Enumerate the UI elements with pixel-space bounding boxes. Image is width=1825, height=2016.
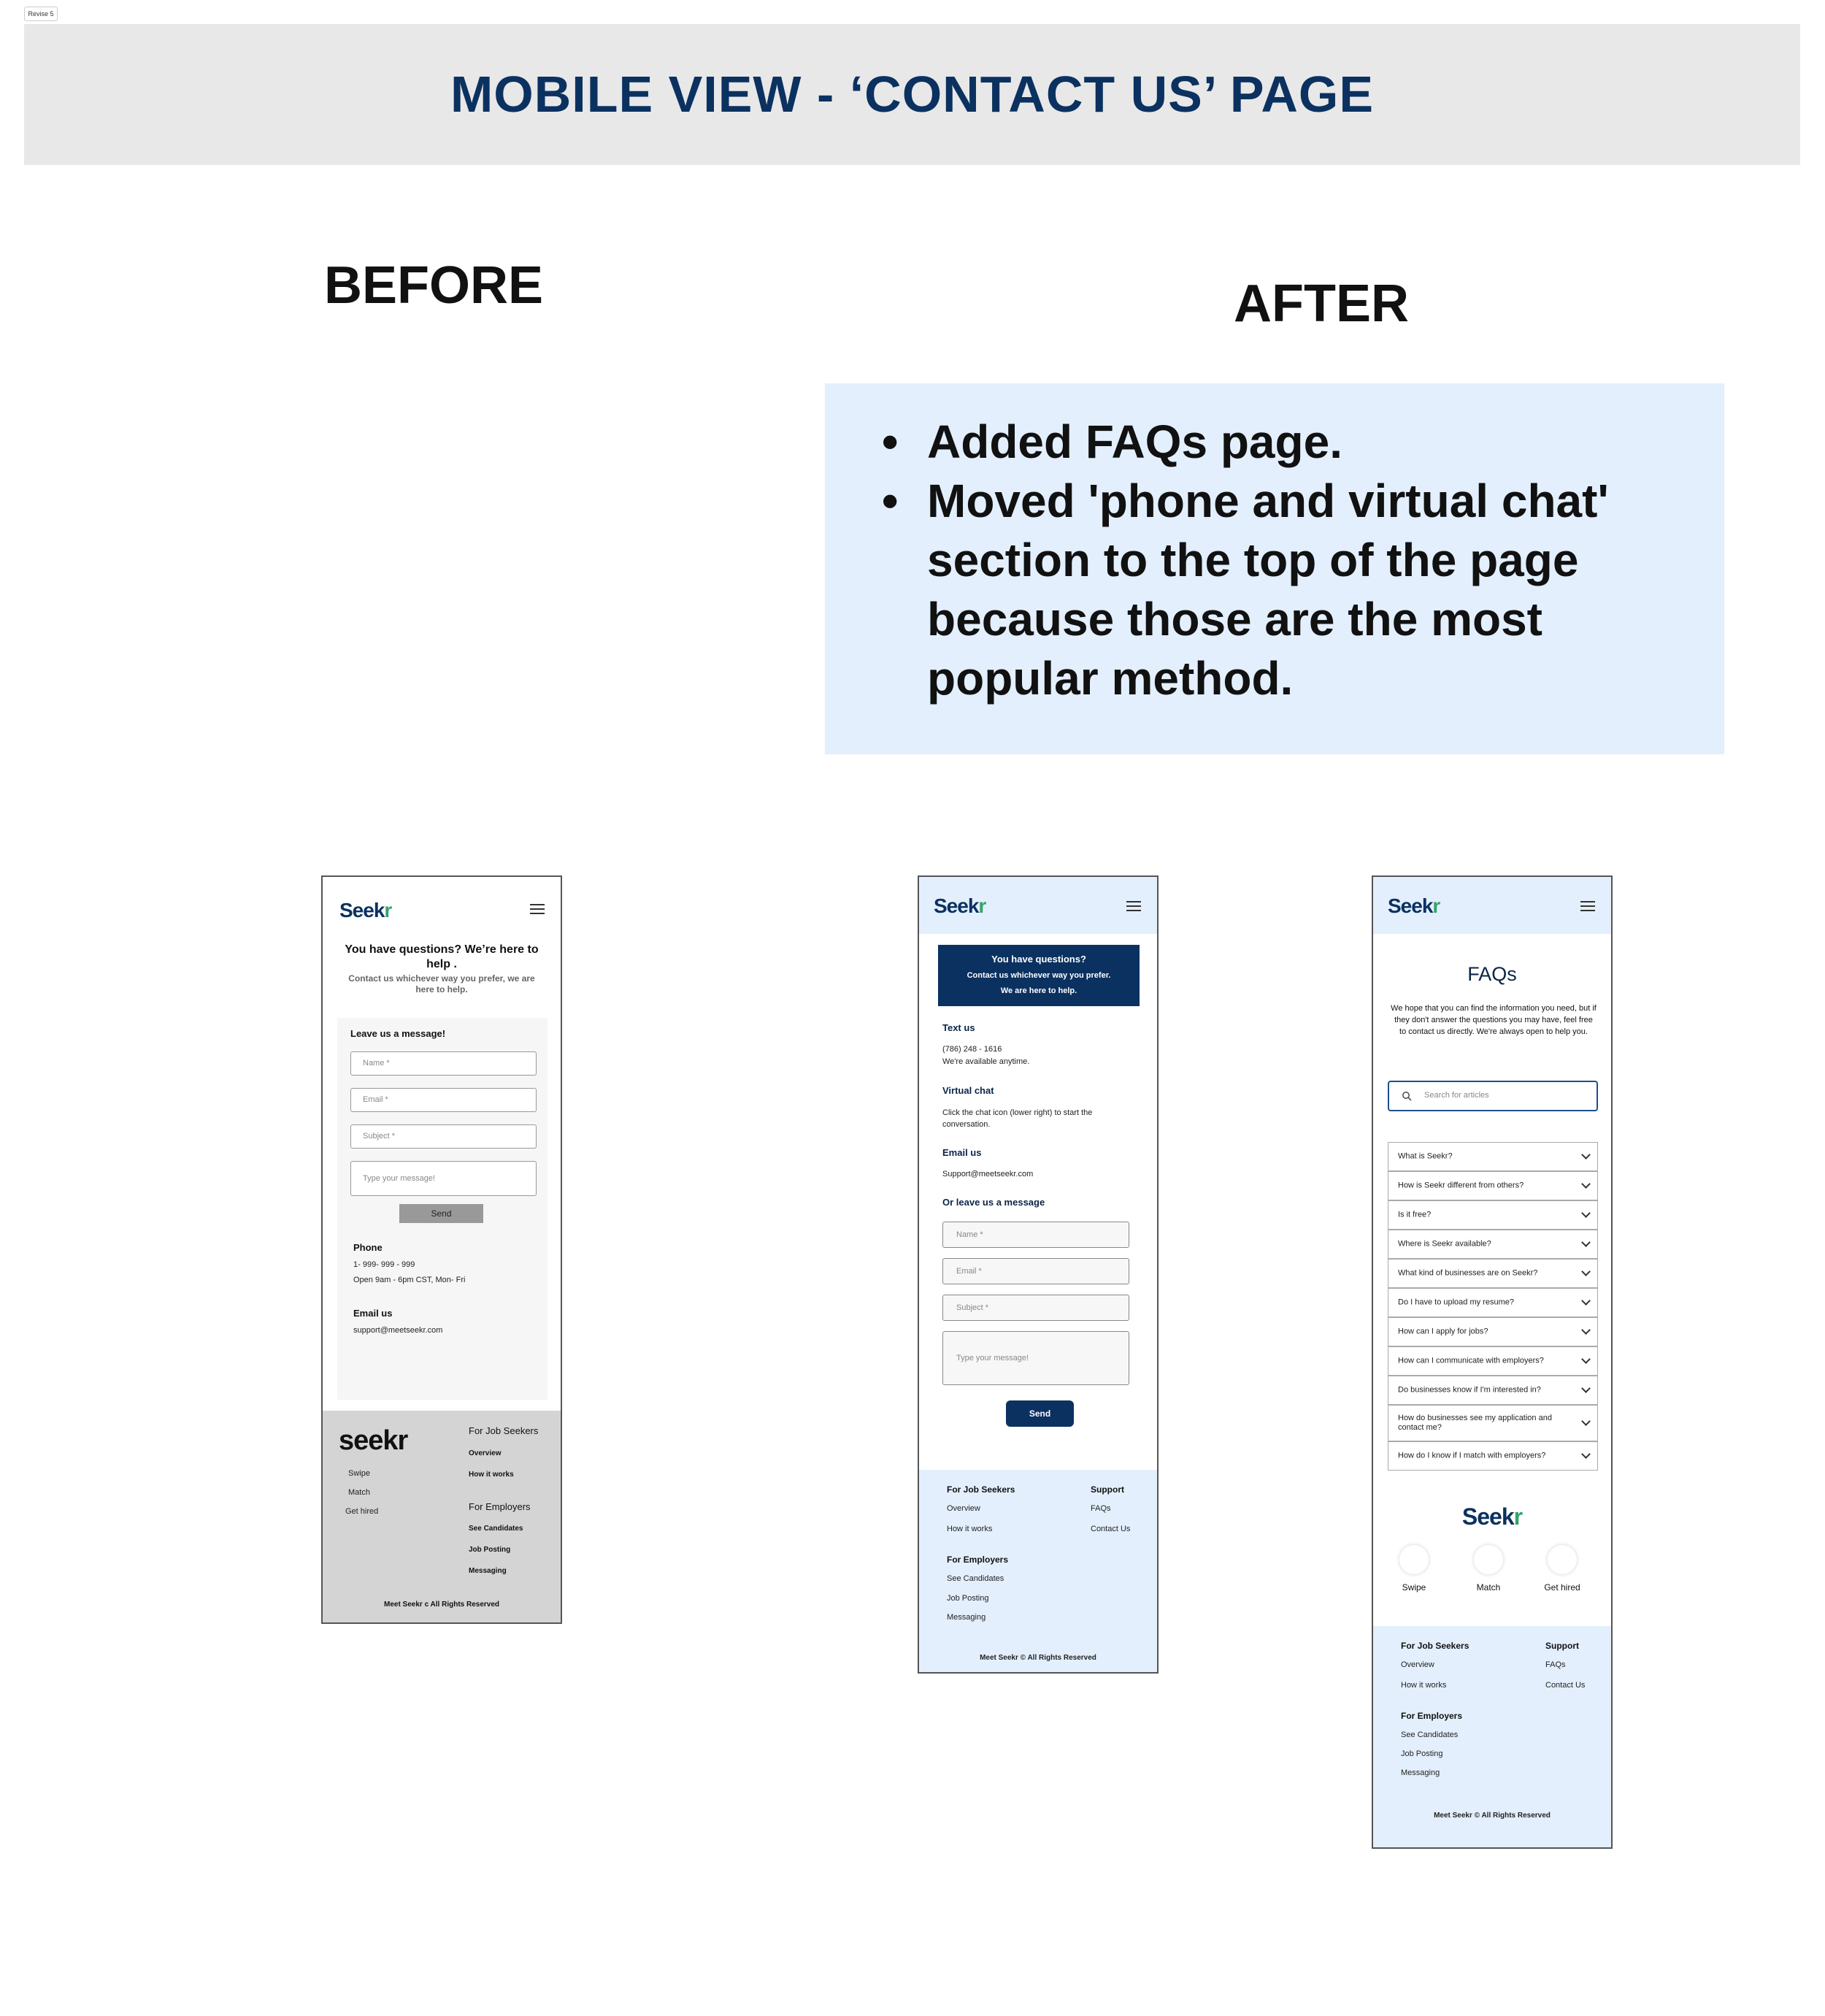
footer-link[interactable]: Get hired: [345, 1507, 379, 1516]
phone-number: 1- 999- 999 - 999: [353, 1260, 415, 1269]
chevron-down-icon: [1581, 1325, 1591, 1335]
before-label: BEFORE: [324, 256, 544, 315]
footer-link[interactable]: Swipe: [348, 1469, 370, 1478]
seekr-logo: Seekr: [1461, 1503, 1523, 1530]
footer-link[interactable]: Contact Us: [1091, 1525, 1131, 1533]
chevron-down-icon: [1581, 1208, 1591, 1218]
menu-icon[interactable]: [530, 904, 545, 914]
footer-link[interactable]: Overview: [469, 1449, 502, 1457]
chevron-down-icon: [1581, 1150, 1591, 1160]
footer-heading: Support: [1545, 1641, 1579, 1651]
faq-question: How can I communicate with employers?: [1398, 1356, 1544, 1365]
faq-question: How do I know if I match with employers?: [1398, 1451, 1546, 1460]
chevron-down-icon: [1581, 1417, 1591, 1426]
page-subtitle: Contact us whichever way you prefer, we are here to help.: [348, 973, 535, 994]
footer-heading: For Employers: [1401, 1711, 1463, 1721]
hero-banner: [938, 945, 1140, 1006]
virtual-chat-heading: Virtual chat: [942, 1085, 994, 1096]
search-placeholder: Search for articles: [1424, 1091, 1489, 1100]
email-heading: Email us: [353, 1308, 393, 1319]
chevron-down-icon: [1581, 1238, 1591, 1247]
faq-item[interactable]: [1388, 1142, 1598, 1171]
footer-link[interactable]: Job Posting: [1401, 1749, 1443, 1758]
seekr-logo[interactable]: Seekr: [339, 899, 392, 921]
feature-label: Match: [1476, 1582, 1501, 1593]
footer-heading: Support: [1091, 1484, 1124, 1495]
text-note: We're available anytime.: [942, 1057, 1030, 1066]
footer-link[interactable]: Job Posting: [469, 1546, 511, 1554]
footer-heading: For Employers: [947, 1555, 1009, 1565]
footer-link[interactable]: See Candidates: [1401, 1731, 1459, 1739]
faq-question: How do businesses see my application and contact me?: [1398, 1414, 1552, 1432]
search-input[interactable]: [1388, 1081, 1598, 1111]
footer-link[interactable]: Messaging: [947, 1613, 986, 1622]
send-button[interactable]: Send: [1006, 1400, 1074, 1427]
hero-line: We are here to help.: [1000, 986, 1077, 995]
hero-line: Contact us whichever way you prefer.: [967, 971, 1111, 980]
footer-link[interactable]: How it works: [1401, 1681, 1447, 1690]
change-notes: [825, 383, 1724, 754]
after-contact-phone-mockup: [918, 875, 1159, 1674]
phone-heading: Phone: [353, 1242, 383, 1253]
footer-link[interactable]: Job Posting: [947, 1594, 989, 1603]
faq-question: How can I apply for jobs?: [1398, 1327, 1488, 1336]
footer: [919, 1470, 1157, 1674]
chat-note: Click the chat icon (lower right) to start the conversation.: [942, 1108, 1093, 1129]
footer-link[interactable]: Match: [348, 1488, 370, 1497]
note-item: • Added FAQs page.: [927, 413, 1695, 472]
faq-question: How is Seekr different from others?: [1398, 1181, 1524, 1190]
chevron-down-icon: [1581, 1354, 1591, 1364]
name-field[interactable]: Name *: [350, 1051, 537, 1076]
faq-question: Is it free?: [1398, 1210, 1432, 1219]
email-field[interactable]: Email *: [350, 1088, 537, 1112]
match-icon: [1474, 1545, 1503, 1574]
footer-link[interactable]: Messaging: [1401, 1768, 1440, 1777]
footer-link[interactable]: Overview: [947, 1504, 980, 1513]
chevron-down-icon: [1581, 1384, 1591, 1393]
swipe-icon: [1399, 1545, 1429, 1574]
page-title: FAQs: [1467, 963, 1517, 985]
email-address[interactable]: support@meetseekr.com: [353, 1326, 443, 1335]
chevron-down-icon: [1581, 1179, 1591, 1189]
footer-link[interactable]: How it works: [947, 1525, 993, 1533]
faq-question: Do businesses know if I'm interested in?: [1398, 1385, 1541, 1395]
footer-link[interactable]: How it works: [469, 1471, 514, 1479]
text-number[interactable]: (786) 248 - 1616: [942, 1045, 1002, 1054]
faq-item[interactable]: [1388, 1405, 1598, 1441]
get-hired-icon: [1548, 1545, 1577, 1574]
page-title: You have questions? We’re here to help .: [345, 943, 539, 970]
seekr-logo[interactable]: Seekr: [934, 894, 986, 917]
form-title: Leave us a message!: [350, 1028, 446, 1039]
text-us-heading: Text us: [942, 1022, 975, 1033]
footer-link[interactable]: FAQs: [1091, 1504, 1111, 1513]
message-field[interactable]: Type your message!: [350, 1161, 537, 1196]
title-banner: [24, 24, 1800, 165]
note-item: • Moved 'phone and virtual chat' section to the top of the page because those are the most popular method.: [927, 472, 1695, 708]
faq-item[interactable]: [1388, 1288, 1598, 1317]
faq-item[interactable]: [1388, 1171, 1598, 1200]
footer: [323, 1411, 561, 1624]
form-heading: Or leave us a message: [942, 1197, 1045, 1208]
footer-link[interactable]: Contact Us: [1545, 1681, 1586, 1690]
faq-question: Where is Seekr available?: [1398, 1239, 1491, 1249]
email-field[interactable]: Email *: [942, 1258, 1129, 1284]
header: [919, 877, 1157, 934]
hero-title: You have questions?: [991, 954, 1086, 965]
faq-question: What kind of businesses are on Seekr?: [1398, 1268, 1538, 1278]
footer: [1373, 1626, 1611, 1849]
footer-link[interactable]: See Candidates: [947, 1574, 1004, 1583]
feature-label: Swipe: [1402, 1582, 1426, 1593]
before-phone-mockup: [321, 875, 562, 1624]
footer-logo: seekr: [339, 1425, 408, 1456]
banner-title: MOBILE VIEW - ‘CONTACT US’ PAGE: [450, 66, 1375, 123]
faq-item[interactable]: [1388, 1346, 1598, 1376]
phone-hours: Open 9am - 6pm CST, Mon- Fri: [353, 1276, 466, 1284]
chevron-down-icon: [1581, 1296, 1591, 1306]
footer-heading: For Employers: [469, 1501, 531, 1512]
email-address[interactable]: Support@meetseekr.com: [942, 1170, 1034, 1178]
footer-link[interactable]: Messaging: [469, 1567, 507, 1575]
chevron-down-icon: [1581, 1449, 1591, 1459]
menu-icon[interactable]: [1580, 901, 1595, 911]
send-button[interactable]: Send: [399, 1204, 483, 1223]
faq-intro: We hope that you can find the information you need, but if they don't answer the questions you may have, feel free to contact us directly. We're always open to help you.: [1391, 1004, 1597, 1036]
footer-heading: For Job Seekers: [469, 1425, 539, 1436]
faq-question: What is Seekr?: [1398, 1151, 1453, 1161]
footer-heading: For Job Seekers: [947, 1484, 1015, 1495]
message-field[interactable]: Type your message!: [942, 1331, 1129, 1385]
subject-field[interactable]: Subject *: [942, 1295, 1129, 1321]
faq-item[interactable]: [1388, 1200, 1598, 1230]
faq-item[interactable]: [1388, 1376, 1598, 1405]
footer-link[interactable]: FAQs: [1545, 1660, 1566, 1669]
message-form: [337, 1018, 548, 1400]
footer-link[interactable]: Overview: [1401, 1660, 1434, 1669]
feature-label: Get hired: [1544, 1582, 1580, 1593]
faq-question: Do I have to upload my resume?: [1398, 1298, 1514, 1307]
header: [1373, 877, 1611, 934]
faq-item[interactable]: [1388, 1317, 1598, 1346]
menu-icon[interactable]: [1126, 901, 1141, 911]
name-field[interactable]: Name *: [942, 1222, 1129, 1248]
footer-heading: For Job Seekers: [1401, 1641, 1469, 1651]
faq-item[interactable]: [1388, 1230, 1598, 1259]
footer-link[interactable]: See Candidates: [469, 1525, 523, 1533]
copyright: Meet Seekr © All Rights Reserved: [980, 1654, 1096, 1662]
after-label: AFTER: [1234, 275, 1409, 333]
faq-item[interactable]: [1388, 1441, 1598, 1471]
faq-item[interactable]: [1388, 1259, 1598, 1288]
copyright: Meet Seekr c All Rights Reserved: [383, 1601, 500, 1609]
copyright: Meet Seekr © All Rights Reserved: [1434, 1812, 1551, 1820]
after-faq-phone-mockup: [1372, 875, 1613, 1849]
revise-tag: Revise 5: [24, 7, 58, 21]
subject-field[interactable]: Subject *: [350, 1124, 537, 1149]
chevron-down-icon: [1581, 1267, 1591, 1276]
seekr-logo[interactable]: Seekr: [1388, 894, 1440, 917]
email-heading: Email us: [942, 1147, 982, 1158]
search-icon: [1402, 1091, 1412, 1101]
